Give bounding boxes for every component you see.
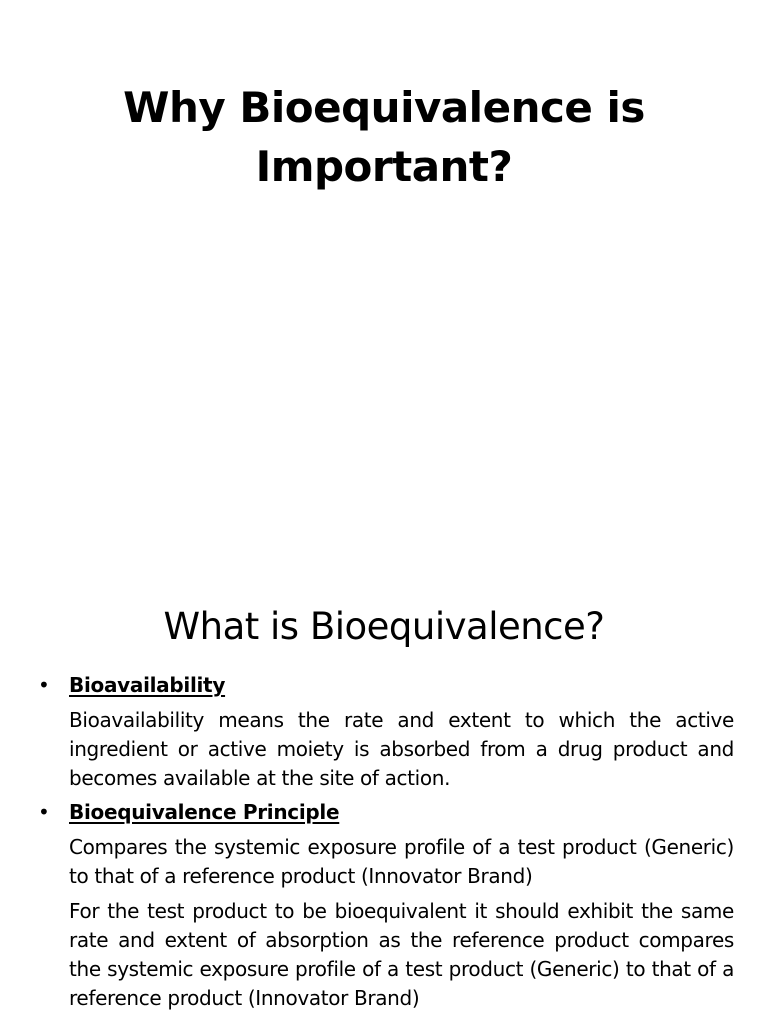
bullet-paragraph: For the test product to be bioequivalent it should exhibit the same rate and extent of absorption as the reference product compares the systemic exposure profile of a test product (Generic) to that of a reference product (Innovator Brand) [69,899,734,1010]
slide-content [38,671,734,1013]
bullet-heading: Bioequivalence Principle [69,800,340,824]
bullet-dot-icon: • [38,800,50,824]
bullet-item-bioequivalence-principle [38,798,734,827]
bullet-heading: Bioavailability [69,673,226,697]
bullet-paragraph: Bioavailability means the rate and extent to which the active ingredient or active moiety is absorbed from a drug product and becomes available at the site of action. [69,708,734,790]
slide-title-what-is-bioequivalence: What is Bioequivalence? [163,605,605,648]
bullet-item-bioavailability [38,671,734,700]
bullet-paragraph: Compares the systemic exposure profile of a test product (Generic) to that of a reference product (Innovator Brand) [69,835,734,888]
title-line-1: Why Bioequivalence is [123,83,645,132]
slide-title-why-bioequivalence [100,78,668,196]
bullet-dot-icon: • [38,673,50,697]
title-line-2: Important? [255,142,513,191]
